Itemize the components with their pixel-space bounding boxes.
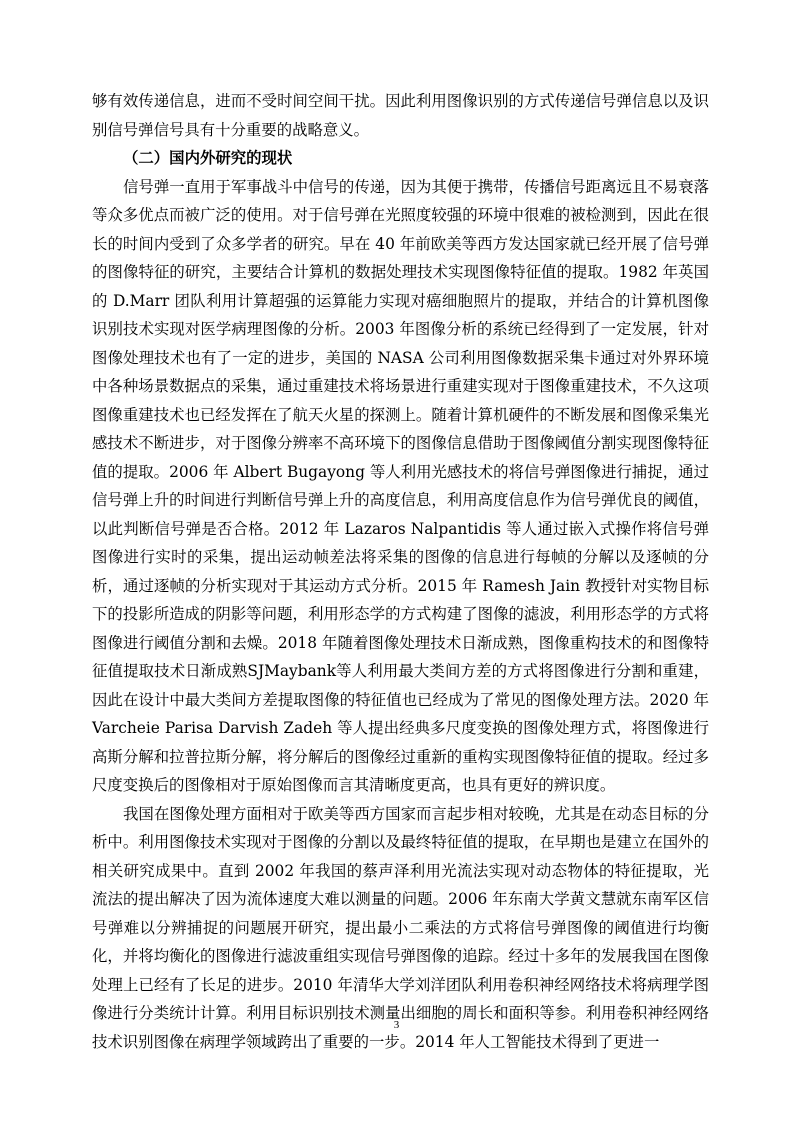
continuation-paragraph: 够有效传递信息，进而不受时间空间干扰。因此利用图像识别的方式传递信号弹信息以及识别信号弹信号具有十分重要的战略意义。 xyxy=(92,92,709,139)
section-heading: （二）国内外研究的现状 xyxy=(123,149,293,167)
body-text xyxy=(92,87,709,1056)
paragraph-domestic-research: 我国在图像处理方面相对于欧美等西方国家而言起步相对较晚，尤其是在动态目标的分析中。利用图像技术实现对于图像的分割以及最终特征值的提取，在早期也是建立在国外的相关研究成果中。直到 2002 年我国的蔡声泽利用光流法实现对动态物体的特征提取，光流法的提出解决了因为流体速度大难以测量的问题。2006 年东南大学黄文慧就东南军区信号弹难以分辨捕捉的问题展开研究，提出最小二乘法的方式将信号弹图像的阈值进行均衡化，并将均衡化的图像进行滤波重组实现信号弹图像的追踪。经过十多年的发展我国在图像处理上已经有了长足的进步。2010 年清华大学刘洋团队利用卷积神经网络技术将病理学图像进行分类统计计算。利用目标识别技术测量出细胞的周长和面积等参。利用卷积神经网络技术识别图像在病理学领域跨出了重要的一步。2014 年人工智能技术得到了更进一 xyxy=(92,804,709,1051)
page-number: 3 xyxy=(393,1019,400,1031)
paragraph-foreign-research: 信号弹一直用于军事战斗中信号的传递，因为其便于携带，传播信号距离远且不易衰落等众多优点而被广泛的使用。对于信号弹在光照度较强的环境中很难的被检测到，因此在很长的时间内受到了众多学者的研究。早在 40 年前欧美等西方发达国家就已经开展了信号弹的图像特征的研究，主要结合计算机的数据处理技术实现图像特征值的提取。1982 年英国的 D.Marr 团队利用计算超强的运算能力实现对癌细胞照片的提取，并结合的计算机图像识别技术实现对医学病理图像的分析。2003 年图像分析的系统已经得到了一定发展，针对图像处理技术也有了一定的进步，美国的 NASA 公司利用图像数据采集卡通过对外界环境中各种场景数据点的采集，通过重建技术将场景进行重建实现对于图像重建技术，不久这项图像重建技术也已经发挥在了航天火星的探测上。随着计算机硬件的不断发展和图像采集光感技术不断进步，对于图像分辨率不高环境下的图像信息借助于图像阈值分割实现图像特征值的提取。2006 年 Albert Bugayong 等人利用光感技术的将信号弹图像进行捕捉，通过信号弹上升的时间进行判断信号弹上升的高度信息，利用高度信息作为信号弹优良的阈值，以此判断信号弹是否合格。2012 年 Lazaros Nalpantidis 等人通过嵌入式操作将信号弹图像进行实时的采集，提出运动帧差法将采集的图像的信息进行每帧的分解以及逐帧的分析，通过逐帧的分析实现对于其运动方式分析。2015 年 Ramesh Jain 教授针对实物目标下的投影所造成的阴影等问题，利用形态学的方式构建了图像的滤波，利用形态学的方式将图像进行阈值分割和去燥。2018 年随着图像处理技术日渐成熟，图像重构技术的和图像特征值提取技术日渐成熟SJMaybank等人利用最大类间方差的方式将图像进行分割和重建，因此在设计中最大类间方差提取图像的特征值也已经成为了常见的图像处理方法。2020 年 Varcheie Parisa Darvish Zadeh 等人提出经典多尺度变换的图像处理方式，将图像进行高斯分解和拉普拉斯分解，将分解后的图像经过重新的重构实现图像特征值的提取。经过多尺度变换后的图像相对于原始图像而言其清晰度更高，也具有更好的辨识度。 xyxy=(92,177,709,794)
